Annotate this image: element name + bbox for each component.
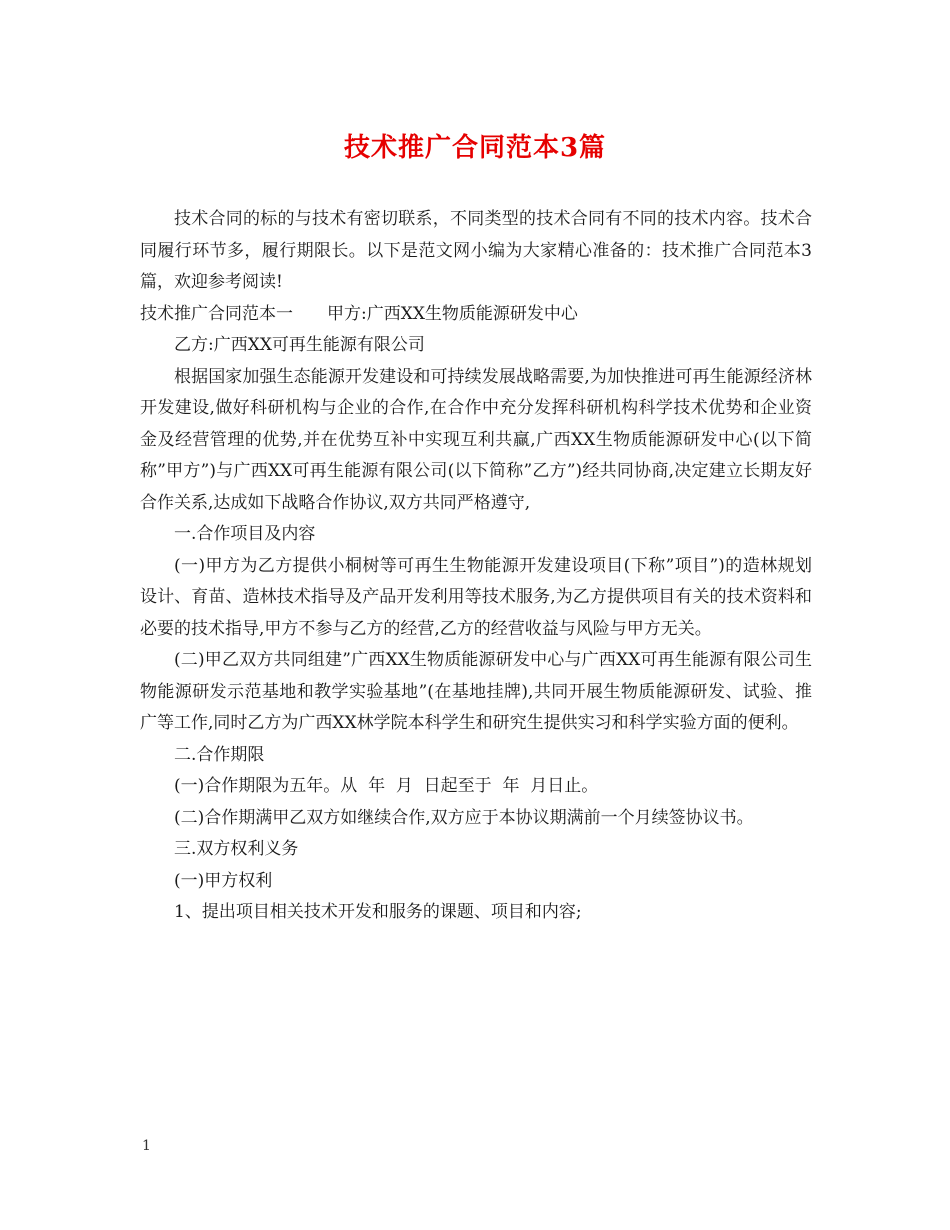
clause-2-2: (二)合作期满甲乙双方如继续合作,双方应于本协议期满前一个月续签协议书。 — [174, 807, 754, 828]
section-heading-rights: 三.双方权利义务 — [174, 839, 299, 859]
document-title: 技术推广合同范本3篇 — [343, 133, 607, 163]
subsection-party-a-rights: (一)甲方权利 — [174, 870, 273, 891]
clause-1-2: (二)甲乙双方共同组建”广西XX生物质能源研发中心与广西XX可再生能源有限公司生物能源研发示范基地和教学实验基地”(在基地挂牌),共同开展生物质能源研发、试验、推广等工作,同时乙方为广西XX林学院本科学生和研究生提供实习和科学实验方面的便利。 — [140, 650, 812, 733]
clause-1-1: (一)甲方为乙方提供小桐树等可再生生物能源开发建设项目(下称”项目”)的造林规划设计、育苗、造林技术指导及产品开发利用等技术服务,为乙方提供项目有关的技术资料和必要的技术指导,甲方不参与乙方的经营,乙方的经营收益与风险与甲方无关。 — [140, 555, 812, 639]
intro-paragraph: 技术合同的标的与技术有密切联系，不同类型的技术合同有不同的技术内容。技术合同履行环节多，履行期限长。以下是范文网小编为大家精心准备的：技术推广合同范本3篇，欢迎参考阅读! — [140, 209, 812, 292]
clause-2-1: (一)合作期限为五年。从 年 月 日起至于 年 月日止。 — [174, 776, 599, 796]
preamble-paragraph: 根据国家加强生态能源开发建设和可持续发展战略需要,为加快推进可再生能源经济林开发建设,做好科研机构与企业的合作,在合作中充分发挥科研机构科学技术优势和企业资金及经营管理的优势,并在优势互补中实现互利共赢,广西XX生物质能源研发中心(以下简称”甲方”)与广西XX可再生能源有限公司(以下简称”乙方”)经共同协商,决定建立长期友好合作关系,达成如下战略合作协议,双方共同严格遵守, — [140, 366, 812, 513]
section-heading-cooperation: 一.合作项目及内容 — [174, 524, 316, 544]
section-heading-contract-one: 技术推广合同范本一 甲方:广西XX生物质能源研发中心 — [140, 303, 578, 324]
section-heading-term: 二.合作期限 — [174, 744, 265, 765]
page-number: 1 — [142, 1138, 151, 1154]
party-b-line: 乙方:广西XX可再生能源有限公司 — [174, 335, 425, 355]
rights-item-1: 1、提出项目相关技术开发和服务的课题、项目和内容; — [174, 902, 582, 922]
document-body — [140, 204, 812, 929]
